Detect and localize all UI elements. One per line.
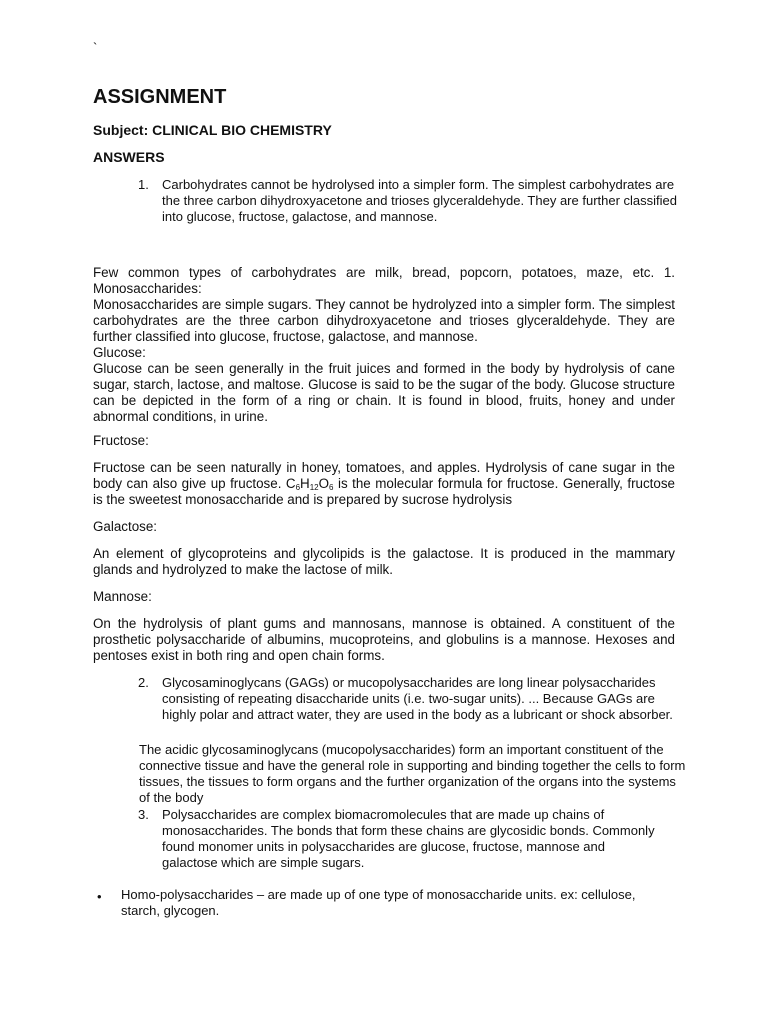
bullet-dot: • — [97, 889, 102, 904]
glucose-label: Glucose: — [93, 345, 146, 360]
formula-sub-h: 12 — [309, 483, 319, 492]
bullet-1-text: Homo-polysaccharides – are made up of one type of monosaccharide units. ex: cellulose, starch, glycogen. — [121, 887, 636, 918]
subject-heading: Subject: CLINICAL BIO CHEMISTRY — [93, 122, 332, 138]
monosaccharides-paragraph: Monosaccharides are simple sugars. They cannot be hydrolyzed into a simpler form. The simplest carbohydrates are the three carbon dihydroxyacetone and trioses glyceraldehyde. They are further classified into glucose, fructose, galactose, and mannose. — [93, 297, 675, 344]
fructose-text-a: Fructose can be seen naturally in honey, tomatoes, and apples. Hydrolysis of cane sugar in the body can also give up fructose. C — [93, 460, 675, 491]
mannose-paragraph: On the hydrolysis of plant gums and mannosans, mannose is obtained. A constituent of the prosthetic polysaccharide of albumins, mucoproteins, and globulins is a mannose. Hexoses and pentoses exist in both ring and open chain forms. — [93, 616, 675, 663]
formula-sub-c: 6 — [295, 483, 301, 492]
formula-sub-o: 6 — [329, 483, 334, 492]
page-title: ASSIGNMENT — [93, 86, 227, 108]
item-3-text: Polysaccharides are complex biomacromolecules that are made up chains of monosaccharides. The bonds that form these chains are glycosidic bonds. Commonly found monomer units in polysaccharides are glucose, fructose, mannose and galactose which are simple sugars. — [162, 807, 655, 870]
stray-backtick: ` — [93, 40, 98, 55]
fructose-paragraph — [93, 460, 675, 508]
item-1-number: 1. — [138, 177, 149, 192]
item-2-number: 2. — [138, 675, 149, 690]
mannose-label: Mannose: — [93, 589, 152, 604]
item-1-text: Carbohydrates cannot be hydrolysed into a simpler form. The simplest carbohydrates are the three carbon dihydroxyacetone and trioses glyceraldehyde. They are further classified into glucose, fructose, galactose, and mannose. — [162, 177, 677, 224]
item-2-follow-paragraph: The acidic glycosaminoglycans (mucopolysaccharides) form an important constituent of the connective tissue and have the general role in supporting and binding together the cells to form tissues, the tissues to form organs and the further organization of the organs into the systems of the body — [139, 742, 686, 805]
fructose-text-b: is the molecular formula for fructose. Generally, fructose is the sweetest monosaccharide and is prepared by sucrose hydrolysis — [93, 476, 675, 507]
item-2-text: Glycosaminoglycans (GAGs) or mucopolysaccharides are long linear polysaccharides consisting of repeating disaccharide units (i.e. two-sugar units). ... Because GAGs are highly polar and attract water, they are used in the body as a lubricant or shock absorber. — [162, 675, 673, 722]
intro-paragraph: Few common types of carbohydrates are milk, bread, popcorn, potatoes, maze, etc. 1. Monosaccharides: — [93, 265, 675, 296]
galactose-paragraph: An element of glycoproteins and glycolipids is the galactose. It is produced in the mammary glands and hydrolyzed to make the lactose of milk. — [93, 546, 675, 577]
galactose-label: Galactose: — [93, 519, 158, 534]
fructose-label: Fructose: — [93, 433, 149, 448]
formula-h: H — [300, 476, 310, 491]
glucose-paragraph: Glucose can be seen generally in the fruit juices and formed in the body by hydrolysis of cane sugar, starch, lactose, and maltose. Glucose is said to be the sugar of the body. Glucose structure can be depicted in the form of a ring or chain. It is found in blood, fruits, honey and under abnormal conditions, in urine. — [93, 361, 675, 424]
answers-heading: ANSWERS — [93, 149, 165, 165]
item-3-number: 3. — [138, 807, 149, 822]
formula-o: O — [318, 476, 330, 491]
